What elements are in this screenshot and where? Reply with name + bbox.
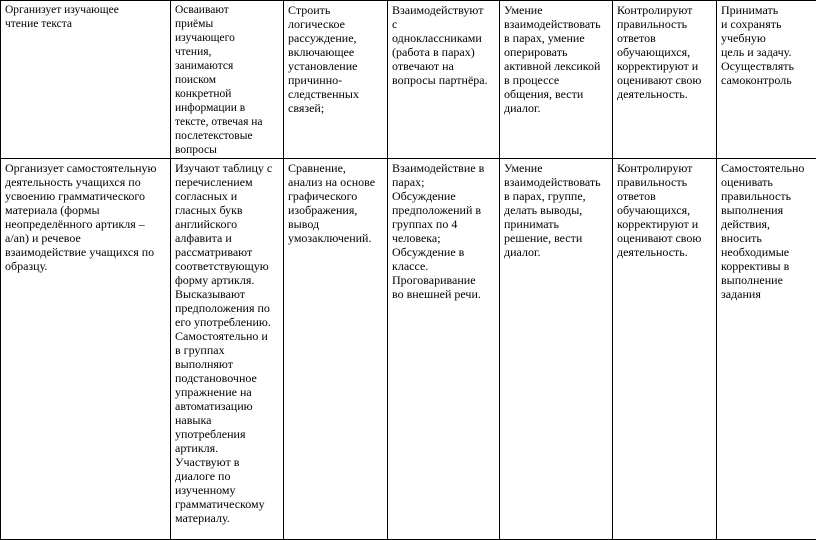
communicative-activity-cell: Взаимодействуют с одноклассниками (работа в парах) отвечают на вопросы партнёра. — [388, 1, 500, 159]
regulatory-uud-cell: Принимать и сохранять учебную цель и задачу. Осуществлять самоконтроль — [717, 1, 816, 159]
table-row — [1, 158, 816, 539]
student-activity-cell: Изучают таблицу с перечислением согласных и гласных букв английского алфавита и рассматривают соответствующую форму артикля. Высказывают предположения по его употреблению. Самостоятельно и в группах выполняют подстановочное упражнение на автоматизацию навыка употребления артикля. Участвуют в диалоге по изученному грамматическому материалу. — [171, 158, 284, 539]
table-row — [1, 1, 816, 159]
communicative-activity-cell: Взаимодействие в парах; Обсуждение предположений в группах по 4 человека; Обсуждение в классе. Проговаривание во внешней речи. — [388, 158, 500, 539]
cognitive-uud-cell: Строить логическое рассуждение, включающее установление причинно- следственных связей; — [284, 1, 388, 159]
communicative-uud-cell: Умение взаимодействовать в парах, умение оперировать активной лексикой в процессе общения, вести диалог. — [500, 1, 613, 159]
communicative-uud-cell: Умение взаимодействовать в парах, группе, делать выводы, принимать решение, вести диалог. — [500, 158, 613, 539]
regulatory-uud-cell: Самостоятельно оценивать правильность выполнения действия, вносить необходимые коррективы в выполнение задания — [717, 158, 816, 539]
cognitive-uud-cell: Сравнение, анализ на основе графического изображения, вывод умозаключений. — [284, 158, 388, 539]
student-activity-cell: Осваивают приёмы изучающего чтения, занимаются поиском конкретной информации в тексте, отвечая на послетекстовые вопросы — [171, 1, 284, 159]
control-activity-cell: Контролируют правильность ответов обучающихся, корректируют и оценивают свою деятельность. — [613, 1, 717, 159]
teacher-activity-cell: Организует изучающее чтение текста — [1, 1, 171, 159]
teacher-activity-cell: Организует самостоятельную деятельность учащихся по усвоению грамматического материала (формы неопределённого артикля – a/an) и речевое взаимодействие учащихся по образцу. — [1, 158, 171, 539]
control-activity-cell: Контролируют правильность ответов обучающихся, корректируют и оценивают свою деятельность. — [613, 158, 717, 539]
